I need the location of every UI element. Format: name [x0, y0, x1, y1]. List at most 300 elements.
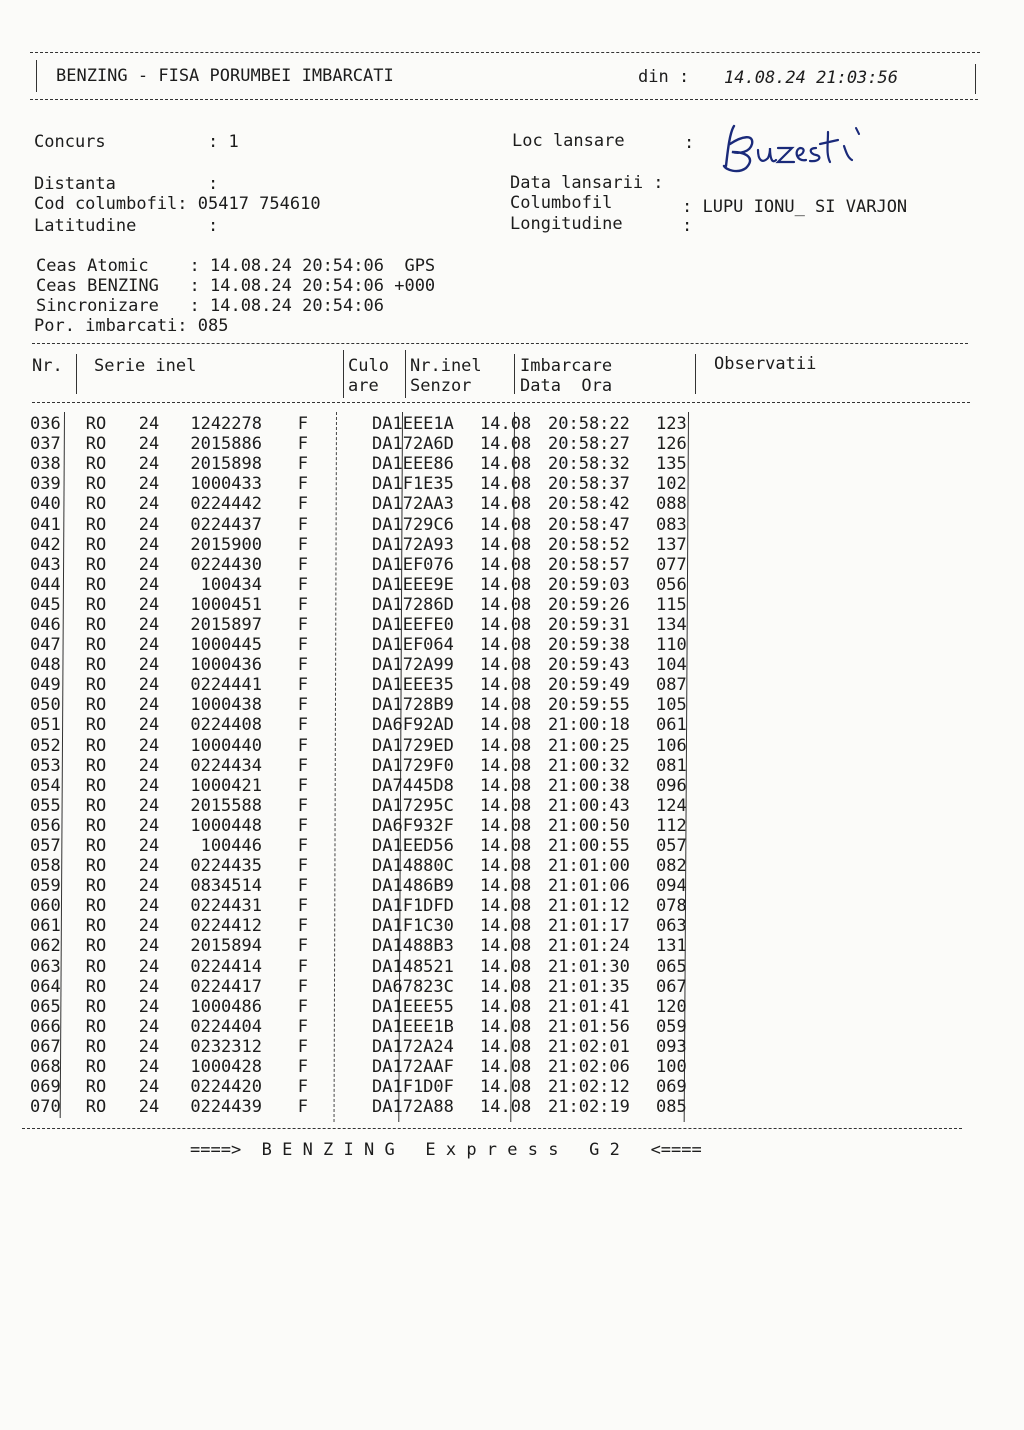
row-ring-number: 0224420 — [190, 1077, 262, 1098]
row-sensor: DA1EEE35 — [372, 675, 454, 696]
row-country: RO — [85, 936, 107, 957]
row-year: 24 — [138, 1016, 160, 1037]
header-left-border — [36, 60, 37, 92]
table-row — [30, 816, 716, 836]
row-date: 14.08 — [480, 795, 532, 816]
row-nr: 046 — [30, 614, 61, 635]
row-nr: 050 — [30, 695, 61, 716]
table-row — [30, 1017, 716, 1037]
row-ring-number: 0224408 — [190, 715, 262, 736]
footer-device: ====> B E N Z I N G E x p r e s s G 2 <==== — [190, 1140, 702, 1160]
columbofil-value: : LUPU IONU_ SI VARJON — [682, 197, 908, 217]
row-sex: F — [297, 1097, 308, 1118]
col-header-data-ora: Data Ora — [520, 376, 613, 396]
row-nr: 038 — [30, 454, 61, 475]
row-ring-number: 100434 — [200, 574, 262, 595]
row-color — [308, 776, 372, 796]
row-date: 14.08 — [480, 856, 532, 877]
row-year: 24 — [138, 695, 160, 716]
row-observatii: 063 — [656, 916, 687, 937]
header-sep-1 — [76, 354, 77, 394]
row-sensor: DA1EF064 — [372, 635, 454, 656]
table-row — [30, 1097, 716, 1117]
row-ring-number: 1000436 — [190, 655, 262, 676]
row-ring-number: 1000486 — [190, 996, 262, 1017]
row-year: 24 — [138, 795, 160, 816]
row-date: 14.08 — [480, 574, 532, 595]
row-observatii: 057 — [656, 836, 687, 857]
longitudine-label: Longitudine — [510, 214, 623, 234]
row-country: RO — [85, 514, 107, 535]
row-time: 20:58:22 — [548, 414, 630, 435]
row-color — [308, 856, 372, 876]
row-observatii: 137 — [656, 534, 687, 555]
row-date: 14.08 — [480, 836, 532, 857]
row-year: 24 — [138, 1036, 160, 1057]
row-date: 14.08 — [480, 916, 532, 937]
row-sensor: DA1F1E35 — [372, 474, 454, 495]
row-color — [308, 414, 372, 434]
table-row — [30, 715, 716, 735]
row-time: 20:59:31 — [548, 614, 630, 635]
row-time: 21:01:56 — [548, 1016, 630, 1037]
row-nr: 056 — [30, 815, 61, 836]
row-date: 14.08 — [480, 1036, 532, 1057]
row-observatii: 112 — [656, 815, 687, 836]
row-sensor: DA17295C — [372, 795, 454, 816]
row-date: 14.08 — [480, 594, 532, 615]
row-observatii: 115 — [656, 594, 687, 615]
row-country: RO — [85, 655, 107, 676]
table-row — [30, 776, 716, 796]
row-date: 14.08 — [480, 434, 532, 455]
row-color — [308, 655, 372, 675]
row-observatii: 093 — [656, 1036, 687, 1057]
row-observatii: 124 — [656, 795, 687, 816]
row-nr: 053 — [30, 755, 61, 776]
row-sensor: DA6F92AD — [372, 715, 454, 736]
row-date: 14.08 — [480, 675, 532, 696]
row-nr: 061 — [30, 916, 61, 937]
row-sex: F — [297, 775, 308, 796]
table-row — [30, 454, 716, 474]
row-sensor: DA172A88 — [372, 1097, 454, 1118]
row-sensor: DA1EEE86 — [372, 454, 454, 475]
table-row — [30, 535, 716, 555]
row-sex: F — [297, 534, 308, 555]
row-observatii: 135 — [656, 454, 687, 475]
row-sensor: DA17286D — [372, 594, 454, 615]
row-year: 24 — [138, 675, 160, 696]
header-sep-3 — [405, 350, 406, 398]
row-sex: F — [297, 594, 308, 615]
row-year: 24 — [138, 1097, 160, 1118]
row-color — [308, 535, 372, 555]
table-row — [30, 434, 716, 454]
col-header-are: are — [348, 376, 379, 396]
row-observatii: 134 — [656, 614, 687, 635]
row-year: 24 — [138, 896, 160, 917]
row-sex: F — [297, 454, 308, 475]
row-color — [308, 977, 372, 997]
row-sensor: DA1F1D0F — [372, 1077, 454, 1098]
concurs-value: : 1 — [208, 132, 239, 152]
row-ring-number: 0224437 — [190, 514, 262, 535]
row-time: 20:59:43 — [548, 655, 630, 676]
row-time: 21:01:00 — [548, 856, 630, 877]
row-color — [308, 555, 372, 575]
row-country: RO — [85, 996, 107, 1017]
row-observatii: 131 — [656, 936, 687, 957]
row-nr: 066 — [30, 1016, 61, 1037]
row-date: 14.08 — [480, 534, 532, 555]
row-country: RO — [85, 494, 107, 515]
row-country: RO — [85, 534, 107, 555]
row-sensor: DA1F1DFD — [372, 896, 454, 917]
row-observatii: 056 — [656, 574, 687, 595]
row-color — [308, 916, 372, 936]
row-sensor: DA1729ED — [372, 735, 454, 756]
row-observatii: 106 — [656, 735, 687, 756]
row-sensor: DA1728B9 — [372, 695, 454, 716]
row-nr: 051 — [30, 715, 61, 736]
row-date: 14.08 — [480, 614, 532, 635]
row-color — [308, 957, 372, 977]
row-date: 14.08 — [480, 775, 532, 796]
row-date: 14.08 — [480, 1077, 532, 1098]
row-color — [308, 756, 372, 776]
concurs-label: Concurs — [34, 132, 106, 152]
row-year: 24 — [138, 996, 160, 1017]
row-time: 20:59:49 — [548, 675, 630, 696]
ceas-atomic: Ceas Atomic : 14.08.24 20:54:06 GPS — [36, 256, 436, 276]
row-nr: 054 — [30, 775, 61, 796]
row-ring-number: 1000433 — [190, 474, 262, 495]
row-year: 24 — [138, 594, 160, 615]
table-row — [30, 876, 716, 896]
row-observatii: 085 — [656, 1097, 687, 1118]
row-sensor: DA172A93 — [372, 534, 454, 555]
row-year: 24 — [138, 614, 160, 635]
row-observatii: 105 — [656, 695, 687, 716]
row-year: 24 — [138, 856, 160, 877]
row-observatii: 126 — [656, 434, 687, 455]
porumbei-imbarcati: Por. imbarcati: 085 — [34, 316, 229, 336]
row-year: 24 — [138, 836, 160, 857]
row-color — [308, 936, 372, 956]
row-ring-number: 1000445 — [190, 635, 262, 656]
row-year: 24 — [138, 494, 160, 515]
row-sex: F — [297, 936, 308, 957]
row-sensor: DA1EEE1B — [372, 1016, 454, 1037]
row-ring-number: 0224439 — [190, 1097, 262, 1118]
row-country: RO — [85, 715, 107, 736]
row-ring-number: 0224430 — [190, 554, 262, 575]
row-year: 24 — [138, 434, 160, 455]
row-sex: F — [297, 1077, 308, 1098]
cod-columbofil: Cod columbofil: 05417 754610 — [34, 194, 321, 214]
row-date: 14.08 — [480, 414, 532, 435]
row-nr: 052 — [30, 735, 61, 756]
row-sex: F — [297, 956, 308, 977]
row-country: RO — [85, 916, 107, 937]
row-observatii: 083 — [656, 514, 687, 535]
row-time: 21:00:25 — [548, 735, 630, 756]
row-year: 24 — [138, 414, 160, 435]
table-row — [30, 514, 716, 534]
row-time: 21:02:06 — [548, 1057, 630, 1078]
row-nr: 055 — [30, 795, 61, 816]
table-row — [30, 494, 716, 514]
table-row — [30, 655, 716, 675]
row-country: RO — [85, 675, 107, 696]
row-color — [308, 1077, 372, 1097]
row-date: 14.08 — [480, 876, 532, 897]
row-time: 20:58:42 — [548, 494, 630, 515]
row-country: RO — [85, 1097, 107, 1118]
row-year: 24 — [138, 936, 160, 957]
row-time: 21:01:12 — [548, 896, 630, 917]
row-sensor: DA14880C — [372, 856, 454, 877]
row-color — [308, 434, 372, 454]
row-nr: 037 — [30, 434, 61, 455]
row-sex: F — [297, 715, 308, 736]
row-sensor: DA172A6D — [372, 434, 454, 455]
table-row — [30, 936, 716, 956]
row-ring-number: 1000421 — [190, 775, 262, 796]
table-row — [30, 1057, 716, 1077]
row-country: RO — [85, 956, 107, 977]
row-country: RO — [85, 574, 107, 595]
row-year: 24 — [138, 454, 160, 475]
row-color — [308, 675, 372, 695]
data-lansarii-label: Data lansarii : — [510, 173, 664, 193]
row-ring-number: 0224412 — [190, 916, 262, 937]
row-year: 24 — [138, 635, 160, 656]
row-time: 21:00:38 — [548, 775, 630, 796]
table-row — [30, 997, 716, 1017]
row-nr: 059 — [30, 876, 61, 897]
row-time: 21:01:24 — [548, 936, 630, 957]
row-time: 21:01:30 — [548, 956, 630, 977]
row-nr: 070 — [30, 1097, 61, 1118]
row-sensor: DA1EEE1A — [372, 414, 454, 435]
row-sex: F — [297, 614, 308, 635]
row-time: 20:58:47 — [548, 514, 630, 535]
row-color — [308, 796, 372, 816]
row-sex: F — [297, 1016, 308, 1037]
row-color — [308, 736, 372, 756]
sincronizare: Sincronizare : 14.08.24 20:54:06 — [36, 296, 384, 316]
loc-lansare-sep: : — [684, 133, 695, 153]
row-color — [308, 836, 372, 856]
row-time: 21:00:43 — [548, 795, 630, 816]
row-nr: 063 — [30, 956, 61, 977]
row-ring-number: 1000440 — [190, 735, 262, 756]
table-row — [30, 414, 716, 434]
row-ring-number: 0224441 — [190, 675, 262, 696]
row-country: RO — [85, 414, 107, 435]
row-observatii: 096 — [656, 775, 687, 796]
row-nr: 064 — [30, 976, 61, 997]
table-row — [30, 1077, 716, 1097]
row-country: RO — [85, 795, 107, 816]
row-sex: F — [297, 916, 308, 937]
row-country: RO — [85, 434, 107, 455]
row-observatii: 110 — [656, 635, 687, 656]
table-row — [30, 796, 716, 816]
row-sensor: DA1EEFE0 — [372, 614, 454, 635]
columbofil-label: Columbofil — [510, 193, 613, 213]
row-observatii: 104 — [656, 655, 687, 676]
row-time: 21:01:17 — [548, 916, 630, 937]
row-color — [308, 1097, 372, 1117]
col-header-serie: Serie inel — [94, 356, 197, 376]
row-sensor: DA1729F0 — [372, 755, 454, 776]
row-sensor: DA1486B9 — [372, 876, 454, 897]
row-sex: F — [297, 474, 308, 495]
table-row — [30, 957, 716, 977]
row-ring-number: 1000428 — [190, 1057, 262, 1078]
row-ring-number: 2015894 — [190, 936, 262, 957]
row-year: 24 — [138, 534, 160, 555]
row-date: 14.08 — [480, 1097, 532, 1118]
embarked-pigeons-table — [30, 414, 716, 1117]
row-country: RO — [85, 474, 107, 495]
row-year: 24 — [138, 715, 160, 736]
row-date: 14.08 — [480, 514, 532, 535]
row-sex: F — [297, 755, 308, 776]
row-sex: F — [297, 976, 308, 997]
row-date: 14.08 — [480, 896, 532, 917]
row-ring-number: 0224414 — [190, 956, 262, 977]
row-nr: 062 — [30, 936, 61, 957]
row-time: 21:01:06 — [548, 876, 630, 897]
table-row — [30, 615, 716, 635]
header-sep-5 — [695, 354, 696, 394]
table-row — [30, 695, 716, 715]
row-observatii: 120 — [656, 996, 687, 1017]
row-observatii: 082 — [656, 856, 687, 877]
row-sensor: DA1F1C30 — [372, 916, 454, 937]
row-observatii: 077 — [656, 554, 687, 575]
table-row — [30, 916, 716, 936]
row-country: RO — [85, 695, 107, 716]
row-time: 21:00:18 — [548, 715, 630, 736]
table-row — [30, 635, 716, 655]
distanta-label: Distanta — [34, 174, 116, 194]
row-date: 14.08 — [480, 936, 532, 957]
row-ring-number: 100446 — [200, 836, 262, 857]
row-year: 24 — [138, 775, 160, 796]
row-country: RO — [85, 635, 107, 656]
row-sensor: DA172AAF — [372, 1057, 454, 1078]
row-date: 14.08 — [480, 655, 532, 676]
row-time: 20:59:26 — [548, 594, 630, 615]
row-sex: F — [297, 635, 308, 656]
row-color — [308, 1037, 372, 1057]
row-ring-number: 0232312 — [190, 1036, 262, 1057]
row-ring-number: 2015898 — [190, 454, 262, 475]
row-sex: F — [297, 735, 308, 756]
row-ring-number: 1242278 — [190, 414, 262, 435]
row-color — [308, 816, 372, 836]
row-sex: F — [297, 675, 308, 696]
table-row — [30, 836, 716, 856]
row-sensor: DA1EED56 — [372, 836, 454, 857]
row-ring-number: 2015900 — [190, 534, 262, 555]
col-header-nr: Nr. — [32, 356, 63, 376]
table-row — [30, 736, 716, 756]
row-time: 21:00:55 — [548, 836, 630, 857]
row-year: 24 — [138, 956, 160, 977]
row-date: 14.08 — [480, 554, 532, 575]
row-observatii: 065 — [656, 956, 687, 977]
row-country: RO — [85, 856, 107, 877]
row-year: 24 — [138, 1057, 160, 1078]
header-sep-4 — [514, 354, 515, 394]
din-label: din : — [638, 67, 690, 87]
row-year: 24 — [138, 1077, 160, 1098]
row-sensor: DA148521 — [372, 956, 454, 977]
table-row — [30, 675, 716, 695]
row-time: 20:58:57 — [548, 554, 630, 575]
row-sex: F — [297, 795, 308, 816]
row-color — [308, 494, 372, 514]
row-observatii: 123 — [656, 414, 687, 435]
row-date: 14.08 — [480, 494, 532, 515]
row-observatii: 081 — [656, 755, 687, 776]
table-row — [30, 756, 716, 776]
row-color — [308, 1017, 372, 1037]
row-nr: 060 — [30, 896, 61, 917]
row-nr: 039 — [30, 474, 61, 495]
row-country: RO — [85, 735, 107, 756]
row-observatii: 100 — [656, 1057, 687, 1078]
row-color — [308, 715, 372, 735]
row-date: 14.08 — [480, 1016, 532, 1037]
row-nr: 043 — [30, 554, 61, 575]
row-nr: 069 — [30, 1077, 61, 1098]
row-time: 20:58:32 — [548, 454, 630, 475]
row-date: 14.08 — [480, 755, 532, 776]
row-nr: 049 — [30, 675, 61, 696]
row-time: 21:01:41 — [548, 996, 630, 1017]
table-row — [30, 575, 716, 595]
row-year: 24 — [138, 514, 160, 535]
handwritten-location — [712, 118, 872, 180]
col-header-imbarcare: Imbarcare — [520, 356, 613, 376]
table-bottom-rule — [22, 1128, 962, 1129]
row-time: 21:02:19 — [548, 1097, 630, 1118]
row-nr: 044 — [30, 574, 61, 595]
col-header-nr-inel: Nr.inel — [410, 356, 482, 376]
row-sex: F — [297, 876, 308, 897]
row-country: RO — [85, 1077, 107, 1098]
row-year: 24 — [138, 474, 160, 495]
row-color — [308, 514, 372, 534]
row-country: RO — [85, 554, 107, 575]
row-time: 20:59:55 — [548, 695, 630, 716]
row-time: 21:00:32 — [548, 755, 630, 776]
row-ring-number: 2015897 — [190, 614, 262, 635]
row-observatii: 061 — [656, 715, 687, 736]
row-sex: F — [297, 514, 308, 535]
row-country: RO — [85, 614, 107, 635]
header-bottom-rule — [30, 99, 978, 100]
row-observatii: 094 — [656, 876, 687, 897]
row-sex: F — [297, 414, 308, 435]
